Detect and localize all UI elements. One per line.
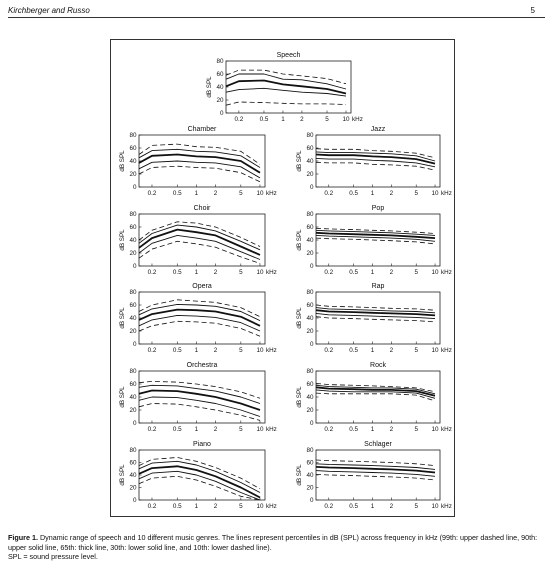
chart-title-choir: Choir [193, 205, 211, 212]
x-tick-label: 10 [256, 347, 264, 354]
x-tick-label: 0.5 [349, 190, 359, 197]
series-line-65th [226, 81, 346, 94]
y-tick-label: 40 [129, 394, 137, 402]
series-line-10th [139, 166, 260, 182]
x-tick-label: 0.2 [324, 347, 334, 354]
y-tick-label: 0 [132, 184, 137, 192]
y-axis-label: dB SPL [296, 229, 303, 251]
x-tick-label: 0.2 [147, 426, 157, 433]
x-tick-label: 5 [325, 116, 329, 123]
x-tick-label: 1 [370, 190, 375, 197]
x-unit-label: kHz [441, 190, 452, 197]
x-tick-label: 1 [194, 190, 199, 197]
chart-title-piano: Piano [193, 441, 211, 448]
y-axis-label: dB SPL [119, 386, 126, 408]
y-tick-label: 0 [309, 497, 314, 505]
x-tick-label: 10 [256, 269, 264, 276]
x-tick-label: 0.5 [349, 269, 359, 276]
x-unit-label: kHz [352, 116, 363, 123]
y-tick-label: 60 [129, 381, 137, 389]
x-unit-label: kHz [441, 503, 452, 510]
x-tick-label: 0.5 [172, 269, 182, 276]
y-tick-label: 0 [309, 184, 314, 192]
y-tick-label: 80 [306, 368, 314, 376]
y-axis-label: dB SPL [119, 150, 126, 172]
caption-note: SPL = sound pressure level. [8, 552, 98, 561]
x-unit-label: kHz [441, 347, 452, 354]
y-tick-label: 60 [306, 302, 314, 310]
y-tick-label: 20 [129, 250, 137, 258]
series-line-10th [316, 393, 435, 401]
y-tick-label: 80 [306, 289, 314, 297]
y-tick-label: 20 [129, 484, 137, 492]
y-tick-label: 60 [306, 381, 314, 389]
y-tick-label: 20 [306, 250, 314, 258]
x-tick-label: 2 [213, 190, 218, 197]
x-tick-label: 2 [389, 269, 394, 276]
y-tick-label: 80 [129, 368, 137, 376]
x-tick-label: 2 [389, 190, 394, 197]
x-tick-label: 10 [342, 116, 350, 123]
x-tick-label: 1 [194, 503, 199, 510]
chart-title-chamber: Chamber [187, 126, 217, 133]
series-line-99th [139, 222, 260, 247]
x-tick-label: 1 [370, 347, 375, 354]
x-unit-label: kHz [265, 190, 277, 197]
x-tick-label: 0.2 [147, 347, 157, 354]
y-tick-label: 60 [306, 459, 314, 467]
x-tick-label: 0.2 [147, 190, 157, 197]
y-tick-label: 40 [306, 472, 314, 480]
x-tick-label: 0.5 [349, 347, 359, 354]
series-line-10th [139, 404, 260, 421]
y-axis-label: dB SPL [119, 229, 126, 251]
x-tick-label: 5 [414, 269, 418, 276]
y-axis-label: dB SPL [296, 386, 303, 408]
y-tick-label: 80 [129, 289, 137, 297]
plot-area-chamber [139, 135, 265, 187]
x-tick-label: 5 [239, 190, 243, 197]
x-unit-label: kHz [441, 269, 452, 276]
y-tick-label: 80 [306, 211, 314, 219]
y-tick-label: 60 [129, 302, 137, 310]
caption-label: Figure 1. [8, 533, 38, 542]
x-tick-label: 1 [281, 116, 285, 123]
y-tick-label: 20 [306, 171, 314, 179]
x-tick-label: 2 [213, 503, 218, 510]
caption-text: Dynamic range of speech and 10 different music genres. The lines represent percentiles in dB (SPL) across frequency in kHz (99th: upper dashed line, 90th: upper solid line, 65th: thick line, 30th: lower solid line, and 10th: lower dashed line). [8, 533, 538, 552]
x-tick-label: 0.5 [259, 116, 269, 123]
x-tick-label: 5 [414, 347, 418, 354]
x-tick-label: 0.2 [147, 503, 157, 510]
y-axis-label: dB SPL [296, 150, 303, 172]
y-tick-label: 40 [129, 237, 137, 245]
y-tick-label: 40 [306, 315, 314, 323]
y-tick-label: 60 [306, 224, 314, 232]
y-tick-label: 40 [306, 158, 314, 166]
chart-title-pop: Pop [371, 205, 385, 212]
x-tick-label: 1 [194, 269, 199, 276]
x-unit-label: kHz [265, 503, 277, 510]
chart-title-opera: Opera [192, 283, 212, 290]
y-tick-label: 20 [129, 328, 137, 336]
figure-caption [8, 533, 548, 562]
chart-title-speech: Speech [276, 52, 301, 59]
x-tick-label: 1 [370, 426, 375, 433]
y-tick-label: 40 [129, 472, 137, 480]
x-tick-label: 0.5 [349, 426, 359, 433]
y-tick-label: 0 [132, 263, 137, 271]
x-tick-label: 2 [300, 116, 304, 123]
x-tick-label: 10 [256, 503, 264, 510]
x-tick-label: 0.2 [324, 190, 334, 197]
x-tick-label: 5 [414, 190, 418, 197]
y-tick-label: 60 [129, 145, 137, 153]
y-tick-label: 20 [129, 407, 137, 415]
x-tick-label: 5 [239, 503, 243, 510]
x-tick-label: 5 [239, 269, 243, 276]
series-line-10th [316, 474, 435, 480]
y-tick-label: 80 [129, 211, 137, 219]
y-axis-label: dB SPL [119, 307, 126, 329]
page-number: 5 [530, 6, 535, 15]
y-tick-label: 20 [306, 484, 314, 492]
x-tick-label: 5 [414, 426, 418, 433]
y-tick-label: 40 [306, 237, 314, 245]
y-tick-label: 80 [129, 447, 137, 455]
x-tick-label: 0.5 [349, 503, 359, 510]
running-header-authors: Kirchberger and Russo [8, 6, 90, 15]
y-tick-label: 0 [132, 497, 137, 505]
y-axis-label: dB SPL [206, 76, 213, 98]
x-tick-label: 1 [194, 426, 199, 433]
y-tick-label: 40 [306, 394, 314, 402]
plot-area-piano [139, 450, 265, 500]
y-tick-label: 80 [306, 132, 314, 140]
series-line-65th [139, 391, 260, 411]
x-tick-label: 1 [370, 269, 375, 276]
x-unit-label: kHz [265, 426, 277, 433]
x-tick-label: 0.2 [324, 269, 334, 276]
y-axis-label: dB SPL [296, 464, 303, 486]
chart-title-rock: Rock [370, 362, 386, 369]
x-tick-label: 0.2 [147, 269, 157, 276]
x-tick-label: 10 [431, 190, 439, 197]
y-tick-label: 0 [309, 263, 314, 271]
y-tick-label: 0 [309, 341, 314, 349]
y-tick-label: 0 [132, 420, 137, 428]
x-tick-label: 1 [194, 347, 199, 354]
x-unit-label: kHz [265, 269, 277, 276]
y-tick-label: 80 [306, 447, 314, 455]
x-tick-label: 1 [370, 503, 375, 510]
y-tick-label: 20 [216, 97, 224, 105]
y-tick-label: 60 [129, 224, 137, 232]
y-axis-label: dB SPL [119, 464, 126, 486]
y-tick-label: 40 [216, 84, 224, 92]
x-tick-label: 5 [239, 347, 243, 354]
chart-title-orchestra: Orchestra [186, 362, 218, 369]
x-tick-label: 0.5 [172, 347, 182, 354]
plot-area-speech [226, 61, 351, 113]
chart-title-schlager: Schlager [364, 441, 392, 448]
x-tick-label: 10 [256, 190, 264, 197]
x-tick-label: 10 [431, 269, 439, 276]
x-unit-label: kHz [265, 347, 277, 354]
y-tick-label: 60 [306, 145, 314, 153]
y-tick-label: 20 [306, 328, 314, 336]
series-line-30th [139, 161, 260, 178]
x-unit-label: kHz [441, 426, 452, 433]
y-tick-label: 0 [132, 341, 137, 349]
x-tick-label: 2 [213, 347, 218, 354]
y-tick-label: 40 [129, 158, 137, 166]
y-tick-label: 60 [129, 459, 137, 467]
x-tick-label: 2 [389, 503, 394, 510]
x-tick-label: 0.5 [172, 190, 182, 197]
y-axis-label: dB SPL [296, 307, 303, 329]
y-tick-label: 20 [129, 171, 137, 179]
y-tick-label: 80 [129, 132, 137, 140]
y-tick-label: 0 [309, 420, 314, 428]
y-tick-label: 80 [216, 58, 224, 66]
x-tick-label: 2 [389, 347, 394, 354]
series-line-30th [139, 397, 260, 417]
x-tick-label: 0.2 [324, 503, 334, 510]
x-tick-label: 2 [213, 269, 218, 276]
y-tick-label: 20 [306, 407, 314, 415]
x-tick-label: 2 [213, 426, 218, 433]
plot-area-opera [139, 292, 265, 344]
x-tick-label: 2 [389, 426, 394, 433]
x-tick-label: 10 [431, 503, 439, 510]
chart-title-rap: Rap [371, 283, 385, 290]
x-tick-label: 5 [239, 426, 243, 433]
x-tick-label: 0.5 [172, 503, 182, 510]
series-line-30th [139, 471, 260, 500]
chart-title-jazz: Jazz [370, 126, 386, 133]
x-tick-label: 10 [256, 426, 264, 433]
series-line-65th [139, 155, 260, 173]
x-tick-label: 0.2 [324, 426, 334, 433]
series-line-10th [226, 102, 346, 105]
x-tick-label: 10 [431, 426, 439, 433]
x-tick-label: 10 [431, 347, 439, 354]
y-tick-label: 60 [216, 71, 224, 79]
x-tick-label: 0.2 [234, 116, 244, 123]
y-tick-label: 40 [129, 315, 137, 323]
x-tick-label: 0.5 [172, 426, 182, 433]
x-tick-label: 5 [414, 503, 418, 510]
y-tick-label: 0 [219, 110, 224, 118]
